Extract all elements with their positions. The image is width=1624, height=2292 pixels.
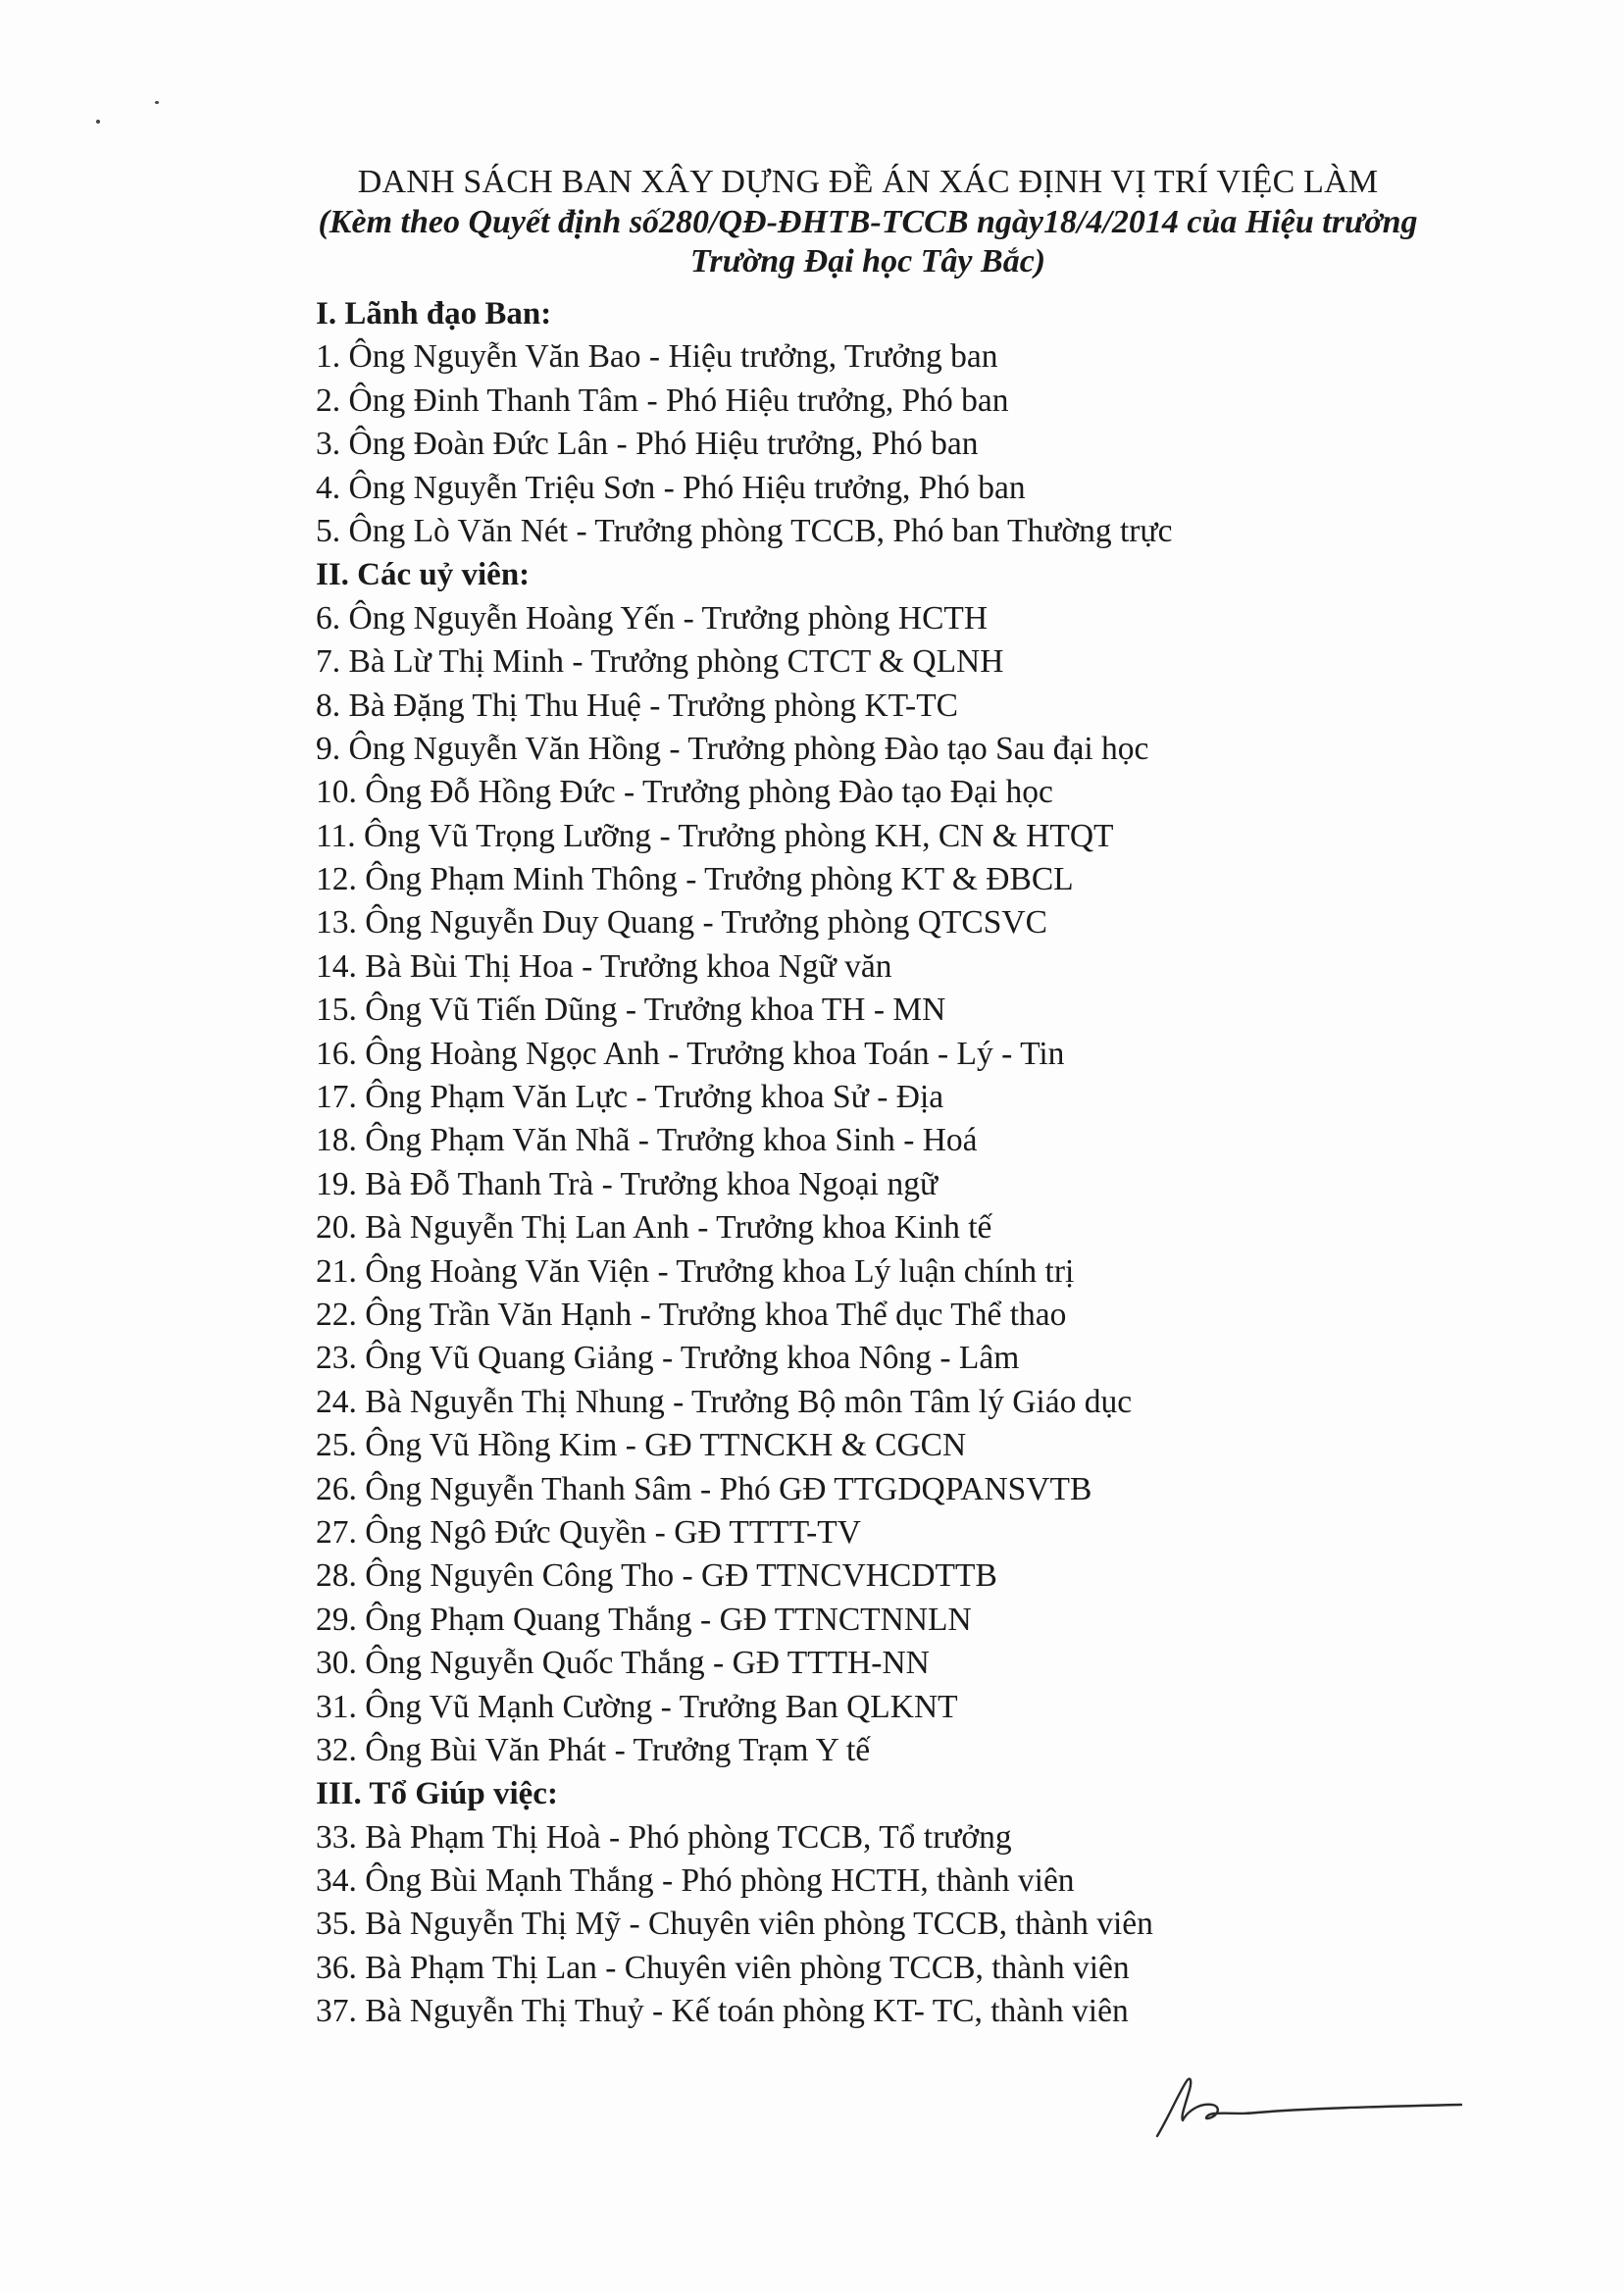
list-item: 20. Bà Nguyễn Thị Lan Anh - Trưởng khoa Kinh tế (316, 1209, 992, 1247)
list-item: 23. Ông Vũ Quang Giảng - Trưởng khoa Nông - Lâm (316, 1340, 1020, 1377)
list-item: 7. Bà Lừ Thị Minh - Trưởng phòng CTCT & QLNH (316, 643, 1004, 681)
list-item: 21. Ông Hoàng Văn Viện - Trưởng khoa Lý luận chính trị (316, 1252, 1075, 1290)
list-item: 3. Ông Đoàn Đức Lân - Phó Hiệu trưởng, Phó ban (316, 426, 979, 463)
list-item: 9. Ông Nguyễn Văn Hồng - Trưởng phòng Đào tạo Sau đại học (316, 730, 1149, 767)
list-item: 31. Ông Vũ Mạnh Cường - Trưởng Ban QLKNT (316, 1688, 958, 1725)
handwritten-signature-icon (1147, 2060, 1481, 2148)
list-item: 35. Bà Nguyễn Thị Mỹ - Chuyên viên phòng TCCB, thành viên (316, 1906, 1153, 1943)
list-item: 12. Ông Phạm Minh Thông - Trưởng phòng KT & ĐBCL (316, 861, 1074, 898)
list-item: 36. Bà Phạm Thị Lan - Chuyên viên phòng TCCB, thành viên (316, 1949, 1130, 1986)
list-item: 13. Ông Nguyễn Duy Quang - Trưởng phòng QTCSVC (316, 904, 1047, 942)
document-title: DANH SÁCH BAN XÂY DỰNG ĐỀ ÁN XÁC ĐỊNH VỊ TRÍ VIỆC LÀM (357, 164, 1379, 200)
document-header (265, 162, 1471, 281)
member-list (316, 292, 1395, 2034)
list-item: 10. Ông Đỗ Hồng Đức - Trưởng phòng Đào tạo Đại học (316, 774, 1053, 811)
list-item: 5. Ông Lò Văn Nét - Trưởng phòng TCCB, Phó ban Thường trực (316, 512, 1173, 549)
document-subtitle: (Kèm theo Quyết định số280/QĐ-ĐHTB-TCCB ngày18/4/2014 của Hiệu trưởng Trường Đại học Tây Bắc) (318, 204, 1418, 280)
list-item: 28. Ông Nguyên Công Tho - GĐ TTNCVHCDTTB (316, 1557, 997, 1595)
list-item: 17. Ông Phạm Văn Lực - Trưởng khoa Sử - Địa (316, 1079, 944, 1116)
list-item: 19. Bà Đỗ Thanh Trà - Trưởng khoa Ngoại ngữ (316, 1165, 939, 1202)
scan-speck (96, 120, 100, 124)
section-title: II. Các uỷ viên: (316, 557, 531, 593)
list-item: 6. Ông Nguyễn Hoàng Yến - Trưởng phòng HCTH (316, 599, 989, 637)
list-item: 16. Ông Hoàng Ngọc Anh - Trưởng khoa Toán - Lý - Tin (316, 1035, 1065, 1072)
section-title: I. Lãnh đạo Ban: (316, 296, 552, 331)
list-item: 2. Ông Đinh Thanh Tâm - Phó Hiệu trưởng, Phó ban (316, 382, 1009, 419)
scan-speck (155, 101, 159, 104)
list-item: 4. Ông Nguyễn Triệu Sơn - Phó Hiệu trưởng, Phó ban (316, 469, 1026, 506)
list-item: 22. Ông Trần Văn Hạnh - Trưởng khoa Thể dục Thể thao (316, 1296, 1067, 1333)
section-title: III. Tổ Giúp việc: (316, 1776, 558, 1812)
list-item: 27. Ông Ngô Đức Quyền - GĐ TTTT-TV (316, 1513, 861, 1551)
list-item: 15. Ông Vũ Tiến Dũng - Trưởng khoa TH - MN (316, 992, 946, 1029)
list-item: 30. Ông Nguyễn Quốc Thắng - GĐ TTTH-NN (316, 1645, 930, 1682)
list-item: 24. Bà Nguyễn Thị Nhung - Trưởng Bộ môn Tâm lý Giáo dục (316, 1383, 1133, 1420)
list-item: 33. Bà Phạm Thị Hoà - Phó phòng TCCB, Tổ trưởng (316, 1818, 1012, 1856)
list-item: 32. Ông Bùi Văn Phát - Trưởng Trạm Y tế (316, 1731, 871, 1768)
list-item: 25. Ông Vũ Hồng Kim - GĐ TTNCKH & CGCN (316, 1427, 967, 1464)
list-item: 18. Ông Phạm Văn Nhã - Trưởng khoa Sinh - Hoá (316, 1122, 978, 1159)
list-item: 8. Bà Đặng Thị Thu Huệ - Trưởng phòng KT-TC (316, 687, 959, 724)
list-item: 11. Ông Vũ Trọng Lưỡng - Trưởng phòng KH, CN & HTQT (316, 817, 1114, 854)
list-item: 37. Bà Nguyễn Thị Thuỷ - Kế toán phòng KT- TC, thành viên (316, 1993, 1129, 2030)
list-item: 34. Ông Bùi Mạnh Thắng - Phó phòng HCTH, thành viên (316, 1862, 1075, 1900)
list-item: 1. Ông Nguyễn Văn Bao - Hiệu trưởng, Trưởng ban (316, 338, 998, 376)
list-item: 14. Bà Bùi Thị Hoa - Trưởng khoa Ngữ văn (316, 947, 892, 985)
list-item: 29. Ông Phạm Quang Thắng - GĐ TTNCTNNLN (316, 1601, 972, 1638)
list-item: 26. Ông Nguyễn Thanh Sâm - Phó GĐ TTGDQPANSVTB (316, 1470, 1092, 1507)
